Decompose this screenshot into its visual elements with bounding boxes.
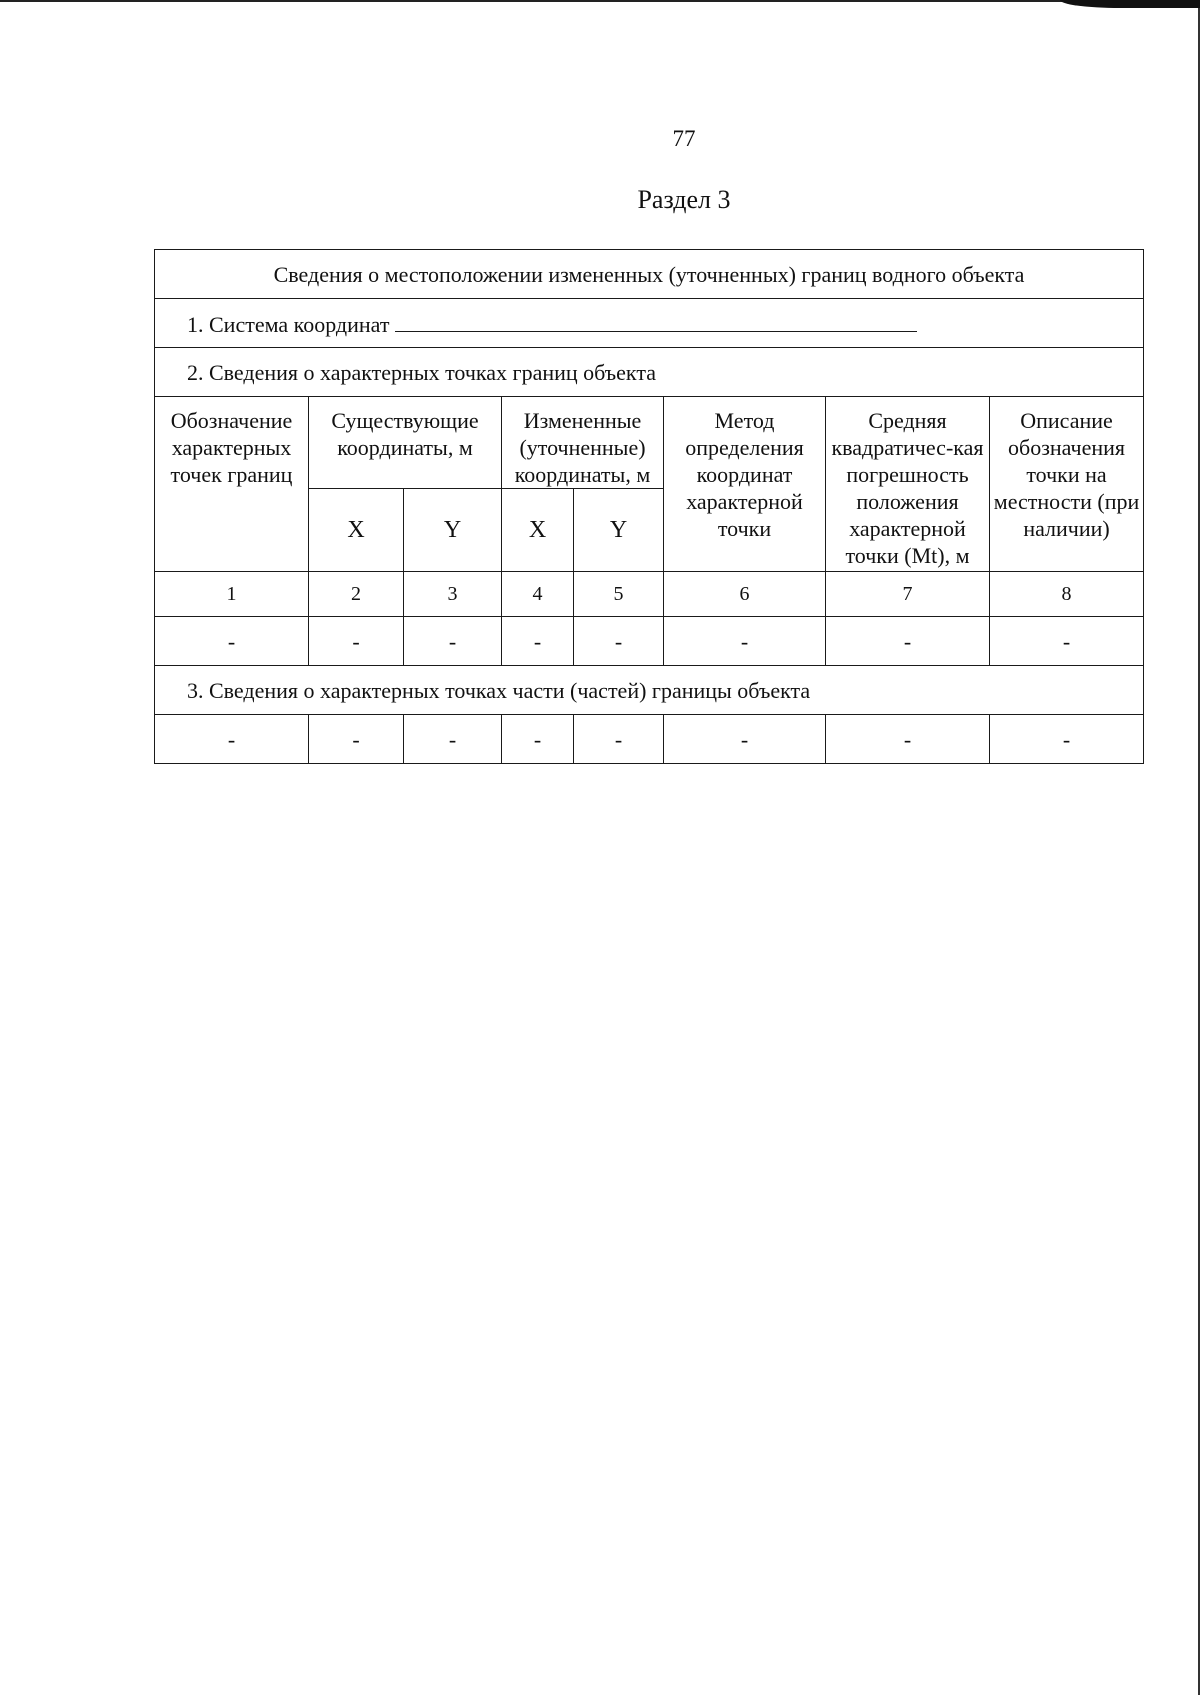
header-changed-x: X xyxy=(502,489,574,572)
parts-heading: 3. Сведения о характерных точках части (частей) границы объекта xyxy=(155,666,1144,715)
header-changed-coords: Измененные (уточненные) координаты, м xyxy=(502,397,664,489)
coord-system-label: 1. Система координат xyxy=(187,311,390,337)
column-number: 4 xyxy=(502,572,574,617)
points-cell: - xyxy=(404,617,502,666)
column-numbers-row xyxy=(155,572,1144,617)
points-data-row xyxy=(155,617,1144,666)
points-cell: - xyxy=(309,617,404,666)
header-changed-y: Y xyxy=(574,489,664,572)
parts-cell: - xyxy=(574,715,664,764)
parts-cell: - xyxy=(826,715,990,764)
coord-system-cell xyxy=(155,299,1144,348)
parts-cell: - xyxy=(404,715,502,764)
parts-cell: - xyxy=(155,715,309,764)
header-existing-x: X xyxy=(309,489,404,572)
column-number: 5 xyxy=(574,572,664,617)
points-heading-row xyxy=(155,348,1144,397)
points-cell: - xyxy=(574,617,664,666)
points-heading: 2. Сведения о характерных точках границ объекта xyxy=(155,348,1144,397)
caption-row xyxy=(155,250,1144,299)
column-number: 7 xyxy=(826,572,990,617)
header-mean-error: Средняя квадратичес-кая погрешность положения характерной точки (Mt), м xyxy=(826,397,990,572)
scan-blot xyxy=(1060,0,1200,8)
points-cell: - xyxy=(990,617,1144,666)
points-cell: - xyxy=(826,617,990,666)
header-row-1 xyxy=(155,397,1144,489)
points-cell: - xyxy=(155,617,309,666)
column-number: 3 xyxy=(404,572,502,617)
header-description: Описание обозначения точки на местности (при наличии) xyxy=(990,397,1144,572)
water-object-boundary-table xyxy=(154,249,1144,764)
parts-cell: - xyxy=(990,715,1144,764)
parts-cell: - xyxy=(309,715,404,764)
parts-heading-row xyxy=(155,666,1144,715)
parts-cell: - xyxy=(502,715,574,764)
column-number: 8 xyxy=(990,572,1144,617)
page-number: 77 xyxy=(672,126,696,151)
header-existing-coords: Существующие координаты, м xyxy=(309,397,502,489)
points-cell: - xyxy=(502,617,574,666)
parts-data-row xyxy=(155,715,1144,764)
section-title: Раздел 3 xyxy=(637,185,731,214)
header-designation: Обозначение характерных точек границ xyxy=(155,397,309,572)
scan-edge-top xyxy=(0,0,1200,2)
coord-system-fill-line xyxy=(395,309,917,332)
column-number: 2 xyxy=(309,572,404,617)
column-number: 1 xyxy=(155,572,309,617)
header-method: Метод определения координат характерной точки xyxy=(664,397,826,572)
table-caption: Сведения о местоположении измененных (уточненных) границ водного объекта xyxy=(155,250,1144,299)
parts-cell: - xyxy=(664,715,826,764)
header-existing-y: Y xyxy=(404,489,502,572)
column-number: 6 xyxy=(664,572,826,617)
coord-system-row xyxy=(155,299,1144,348)
points-cell: - xyxy=(664,617,826,666)
